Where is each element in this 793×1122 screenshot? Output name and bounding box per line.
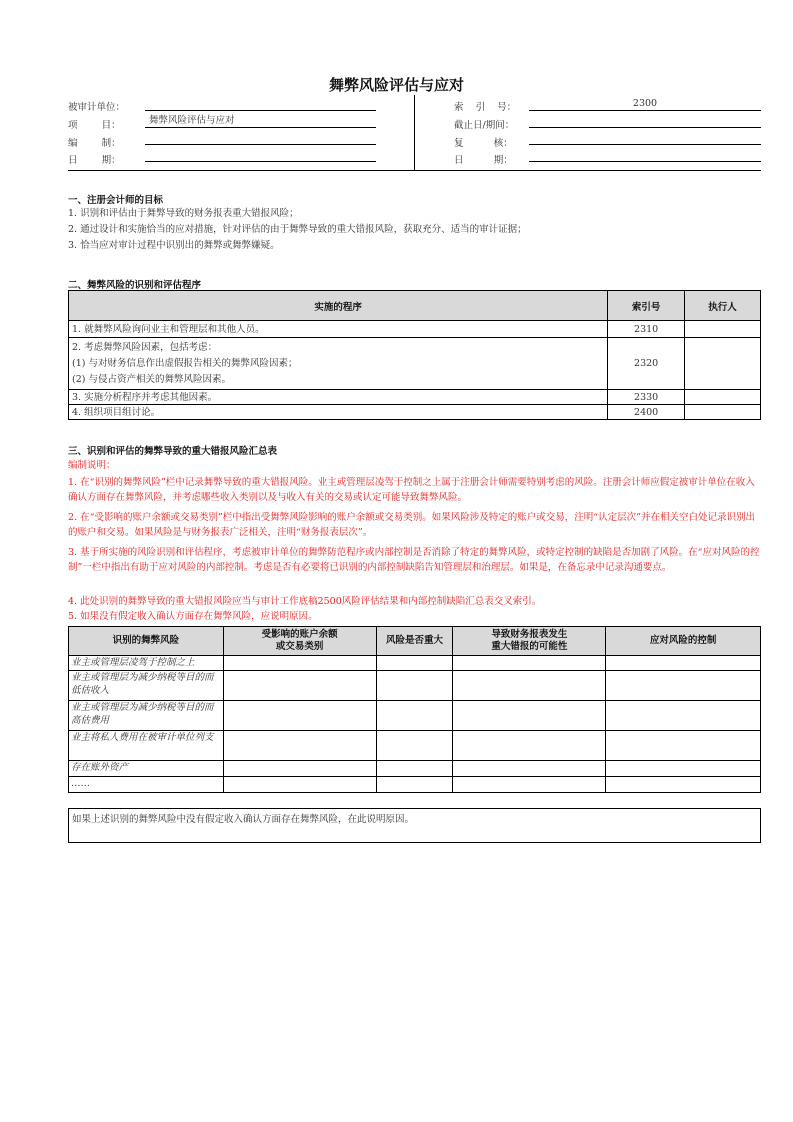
header-label: 截止日/期间： [454, 120, 515, 131]
index-cell: 2320 [608, 338, 685, 390]
table-header-row [69, 291, 761, 321]
header-period [454, 113, 514, 131]
table-row [69, 777, 761, 793]
explanation-box[interactable]: 如果上述识别的舞弊风险中没有假定收入确认方面存在舞弊风险，在此说明原因。 [68, 808, 761, 843]
significant-cell[interactable] [376, 777, 453, 793]
date-field[interactable] [145, 148, 376, 162]
index-field[interactable]: 2300 [529, 97, 761, 111]
accounts-cell[interactable] [223, 701, 376, 731]
significant-cell[interactable] [376, 761, 453, 777]
header-project [68, 113, 121, 131]
header-label: 索 引 号： [454, 102, 517, 113]
significant-cell[interactable] [376, 701, 453, 731]
risk-cell: 存在账外资产 [69, 761, 224, 777]
likelihood-cell[interactable] [453, 777, 606, 793]
accounts-cell[interactable] [223, 671, 376, 701]
procedure-line: (2) 与侵占资产相关的舞弊风险因素。 [72, 373, 231, 385]
section1-objectives [68, 206, 527, 254]
notes-label: 编制说明： [68, 460, 116, 471]
risk-cell: …… [69, 777, 224, 793]
col-header-controls: 应对风险的控制 [606, 627, 761, 656]
table-row [69, 656, 761, 671]
section2-title: 二、舞弊风险的识别和评估程序 [68, 280, 202, 291]
period-field[interactable] [529, 114, 761, 128]
col-header-index: 索引号 [608, 291, 685, 321]
objective-item: 1. 识别和评估由于舞弊导致的财务报表重大错报风险； [68, 208, 299, 219]
header-auditee [68, 95, 125, 113]
controls-cell[interactable] [606, 671, 761, 701]
accounts-cell[interactable] [223, 761, 376, 777]
table-header-row [69, 627, 761, 656]
header-date [68, 148, 121, 166]
risk-cell: 业主或管理层为减少纳税等目的而低估收入 [69, 671, 224, 701]
review-date-field[interactable] [529, 148, 761, 162]
document-header [68, 95, 761, 171]
table-row [69, 671, 761, 701]
index-cell: 2310 [608, 321, 685, 338]
section3-title: 三、识别和评估的舞弊导致的重大错报风险汇总表 [68, 446, 278, 457]
procedure-cell: 4. 组织项目组讨论。 [69, 405, 608, 420]
procedures-table [68, 290, 761, 420]
header-reviewer [454, 131, 513, 149]
objective-item: 2. 通过设计和实施恰当的应对措施，针对评估的由于舞弊导致的重大错报风险，获取充分、适当的审计证据； [68, 224, 527, 235]
significant-cell[interactable] [376, 671, 453, 701]
page-title: 舞弊风险评估与应对 [328, 76, 464, 94]
procedure-line: (1) 与对财务信息作出虚假报告相关的舞弊风险因素； [72, 357, 298, 369]
significant-cell[interactable] [376, 731, 453, 761]
executor-cell[interactable] [685, 405, 761, 420]
likelihood-cell[interactable] [453, 701, 606, 731]
note-1: 1. 在“识别的舞弊风险”栏中记录舞弊导致的重大错报风险。业主或管理层凌驾于控制之上属于注册会计师需要特别考虑的风险。注册会计师应假定被审计单位在收入确认方面存在舞弊风险，并考虑哪些收入类别以及与收入有关的交易或认定可能导致舞弊风险。 [68, 477, 755, 503]
header-label: 编 制： [68, 138, 121, 149]
controls-cell[interactable] [606, 777, 761, 793]
col-header-executor: 执行人 [685, 291, 761, 321]
table-row [69, 731, 761, 761]
controls-cell[interactable] [606, 731, 761, 761]
accounts-cell[interactable] [223, 656, 376, 671]
header-label: 项 目： [68, 120, 121, 131]
accounts-cell[interactable] [223, 731, 376, 761]
header-label: 日 期： [68, 155, 121, 166]
preparer-field[interactable] [145, 131, 376, 145]
objective-item: 3. 恰当应对审计过程中识别出的舞弊或舞弊嫌疑。 [68, 240, 280, 251]
table-row [69, 405, 761, 420]
header-index [454, 95, 516, 113]
controls-cell[interactable] [606, 761, 761, 777]
note-4: 4. 此处识别的舞弊导致的重大错报风险应当与审计工作底稿2500风险评估结果和内部控制缺陷汇总表交叉索引。 [68, 596, 542, 607]
table-row [69, 321, 761, 338]
col-header-significant: 风险是否重大 [376, 627, 453, 656]
table-row [69, 390, 761, 405]
note-3: 3. 基于所实施的风险识别和评估程序，考虑被审计单位的舞弊防范程序或内部控制是否消除了特定的舞弊风险，或特定控制的缺陷是否加剧了风险。在“应对风险的控制”一栏中指出有助于应对风险的内部控制。考虑是否有必要将已识别的内部控制缺陷告知管理层和治理层。如果是，在备忘录中记录沟通要点。 [68, 547, 760, 573]
procedure-cell [69, 338, 608, 390]
accounts-cell[interactable] [223, 777, 376, 793]
procedure-cell: 3. 实施分析程序并考虑其他因素。 [69, 390, 608, 405]
col-header-risk: 识别的舞弊风险 [69, 627, 224, 656]
significant-cell[interactable] [376, 656, 453, 671]
reviewer-field[interactable] [529, 131, 761, 145]
col-header-likelihood: 导致财务报表发生 重大错报的可能性 [453, 627, 606, 656]
table-row [69, 761, 761, 777]
header-label: 被审计单位： [68, 102, 126, 113]
executor-cell[interactable] [685, 321, 761, 338]
likelihood-cell[interactable] [453, 731, 606, 761]
col-header-procedure: 实施的程序 [69, 291, 608, 321]
note-5: 5. 如果没有假定收入确认方面存在舞弊风险，应说明原因。 [68, 611, 318, 622]
procedure-cell: 1. 就舞弊风险询问业主和管理层和其他人员。 [69, 321, 608, 338]
controls-cell[interactable] [606, 656, 761, 671]
risk-cell: 业主将私人费用在被审计单位列支 [69, 731, 224, 761]
likelihood-cell[interactable] [453, 761, 606, 777]
project-field[interactable]: 舞弊风险评估与应对 [145, 114, 376, 128]
section1-title: 一、注册会计师的目标 [68, 195, 164, 206]
auditee-field[interactable] [145, 97, 376, 111]
header-label: 日 期： [454, 155, 513, 166]
header-preparer [68, 131, 121, 149]
risk-cell: 业主或管理层为减少纳税等目的而高估费用 [69, 701, 224, 731]
likelihood-cell[interactable] [453, 671, 606, 701]
index-cell: 2400 [608, 405, 685, 420]
executor-cell[interactable] [685, 338, 761, 390]
procedure-line: 2. 考虑舞弊风险因素，包括考虑： [72, 341, 218, 353]
index-cell: 2330 [608, 390, 685, 405]
header-label: 复 核： [454, 138, 513, 149]
executor-cell[interactable] [685, 390, 761, 405]
note-2: 2. 在“受影响的账户余额或交易类别”栏中指出受舞弊风险影响的账户余额或交易类别。如果风险涉及特定的账户或交易，注明“认定层次”并在相关空白处记录识别出的账户和交易。如果风险是与财务报表广泛相关，注明“财务报表层次”。 [68, 512, 756, 538]
risk-summary-table [68, 626, 761, 793]
header-review-date [454, 148, 513, 166]
likelihood-cell[interactable] [453, 656, 606, 671]
table-row [69, 338, 761, 390]
risk-cell: 业主或管理层凌驾于控制之上 [69, 656, 224, 671]
col-header-accounts: 受影响的账户余额 或交易类别 [223, 627, 376, 656]
controls-cell[interactable] [606, 701, 761, 731]
header-divider [414, 95, 415, 171]
table-row [69, 701, 761, 731]
